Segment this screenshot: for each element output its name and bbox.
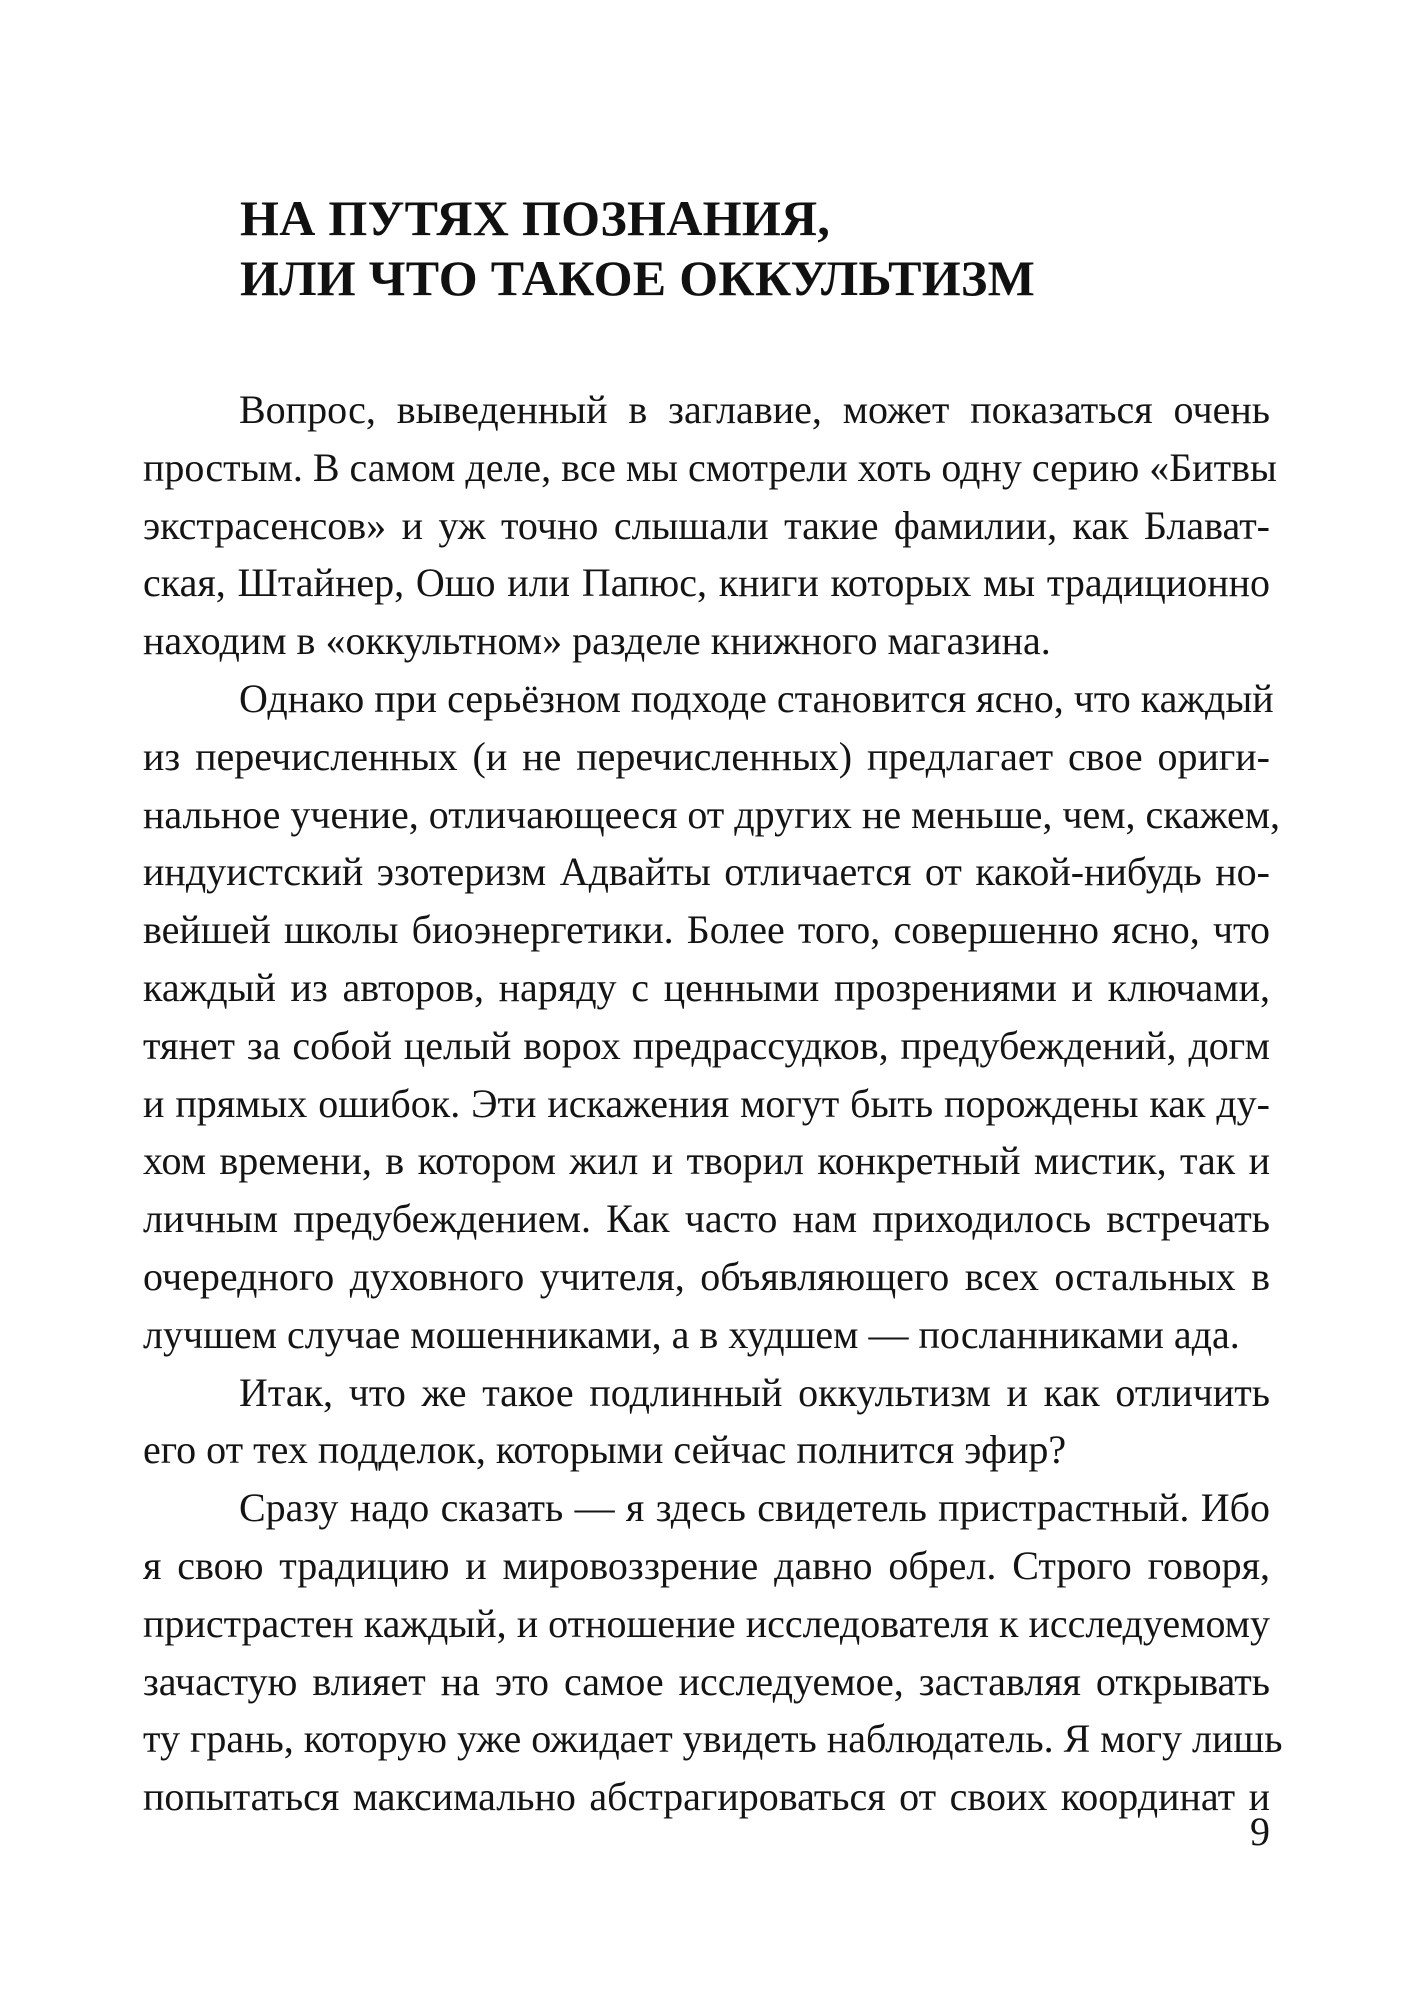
text-line: ская, Штайнер, Ошо или Папюс, книги которых мы традиционно xyxy=(143,560,1270,606)
text-line: попытаться максимально абстрагироваться от своих координат и xyxy=(143,1774,1270,1820)
text-line: хом времени, в котором жил и творил конкретный мистик, так и xyxy=(143,1138,1270,1184)
text-line: каждый из авторов, наряду с ценными прозрениями и ключами, xyxy=(143,964,1270,1010)
text-line: очередного духовного учителя, объявляющего всех остальных в xyxy=(143,1253,1270,1299)
text-line: индуистский эзотеризм Адвайты отличается от какой-нибудь но- xyxy=(143,849,1270,895)
text-line: из перечисленных (и не перечисленных) предлагает свое ориги- xyxy=(143,733,1270,779)
text-line: пристрастен каждый, и отношение исследователя к исследуемому xyxy=(143,1600,1270,1646)
chapter-heading-line-1: НА ПУТЯХ ПОЗНАНИЯ, xyxy=(240,190,831,246)
text-line: Итак, что же такое подлинный оккультизм и как отличить xyxy=(239,1369,1270,1415)
text-line: лучшем случае мошенниками, а в худшем — посланниками ада. xyxy=(143,1311,1240,1357)
text-line: вейшей школы биоэнергетики. Более того, совершенно ясно, что xyxy=(143,907,1270,953)
text-line: тянет за собой целый ворох предрассудков, предубеждений, догм xyxy=(143,1022,1270,1068)
page-number: 9 xyxy=(1250,1809,1270,1854)
text-line: и прямых ошибок. Эти искажения могут быть порождены как ду- xyxy=(143,1080,1270,1126)
text-line: нальное учение, отличающееся от других не меньше, чем, скажем, xyxy=(143,791,1281,837)
text-line: Сразу надо сказать — я здесь свидетель пристрастный. Ибо xyxy=(239,1485,1270,1531)
text-line: я свою традицию и мировоззрение давно обрел. Строго говоря, xyxy=(143,1542,1270,1588)
chapter-heading xyxy=(240,188,1290,308)
body-text xyxy=(143,381,1283,1826)
text-line: экстрасенсов» и уж точно слышали такие фамилии, как Блават- xyxy=(143,502,1270,548)
text-line: Однако при серьёзном подходе становится ясно, что каждый xyxy=(239,675,1274,721)
text-line: находим в «оккультном» разделе книжного магазина. xyxy=(143,618,1051,664)
text-line: ту грань, которую уже ожидает увидеть наблюдатель. Я могу лишь xyxy=(143,1716,1283,1762)
chapter-heading-line-2: ИЛИ ЧТО ТАКОЕ ОККУЛЬТИЗМ xyxy=(240,250,1036,306)
text-line: зачастую влияет на это самое исследуемое, заставляя открывать xyxy=(143,1658,1270,1704)
text-line: простым. В самом деле, все мы смотрели хоть одну серию «Битвы xyxy=(143,444,1277,490)
text-line: личным предубеждением. Как часто нам приходилось встречать xyxy=(143,1196,1270,1242)
text-line: Вопрос, выведенный в заглавие, может показаться очень xyxy=(239,387,1270,432)
text-line: его от тех подделок, которыми сейчас полнится эфир? xyxy=(143,1427,1067,1473)
